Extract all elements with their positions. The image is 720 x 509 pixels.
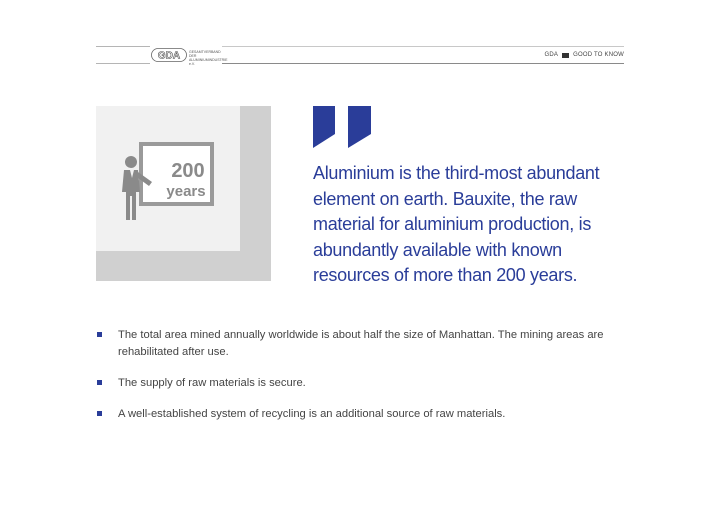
- svg-text:GDA: GDA: [157, 50, 181, 62]
- header-rule: [96, 46, 150, 47]
- list-item: [96, 375, 626, 392]
- breadcrumb-separator-icon: [562, 53, 569, 58]
- header-rule: [96, 63, 150, 64]
- list-item: [96, 406, 626, 423]
- bullet-square-icon: [97, 380, 102, 385]
- list-item: [96, 327, 626, 361]
- presenter-image: [96, 106, 240, 251]
- quote-text: Aluminium is the third-most abundant element on earth. Bauxite, the raw material for aluminium production, is abundantly available with known resources of more than 200 years.: [313, 163, 600, 285]
- bullet-text: The total area mined annually worldwide is about half the size of Manhattan. The mining areas are rehabilitated after use.: [118, 329, 604, 358]
- presenter-board-icon: [96, 106, 240, 251]
- bullet-square-icon: [97, 411, 102, 416]
- bullet-text: The supply of raw materials is secure.: [118, 377, 306, 389]
- breadcrumb-page: GOOD TO KNOW: [573, 52, 624, 58]
- logo-subtitle: GESAMTVERBAND DER ALUMINIUMINDUSTRIE e.V.: [189, 50, 228, 66]
- header-rule: [222, 46, 624, 47]
- svg-text:200: 200: [171, 160, 205, 182]
- gda-logo-icon: [151, 48, 187, 62]
- bullet-list: [96, 327, 626, 437]
- svg-text:years: years: [166, 183, 206, 200]
- bullet-text: A well-established system of recycling is an additional source of raw materials.: [118, 408, 506, 420]
- quotation-mark-icon: [313, 106, 373, 148]
- breadcrumb-section: GDA: [544, 52, 559, 58]
- bullet-square-icon: [97, 332, 102, 337]
- gda-logo: [151, 46, 228, 66]
- header-rule: [222, 63, 624, 64]
- breadcrumb: [545, 50, 624, 60]
